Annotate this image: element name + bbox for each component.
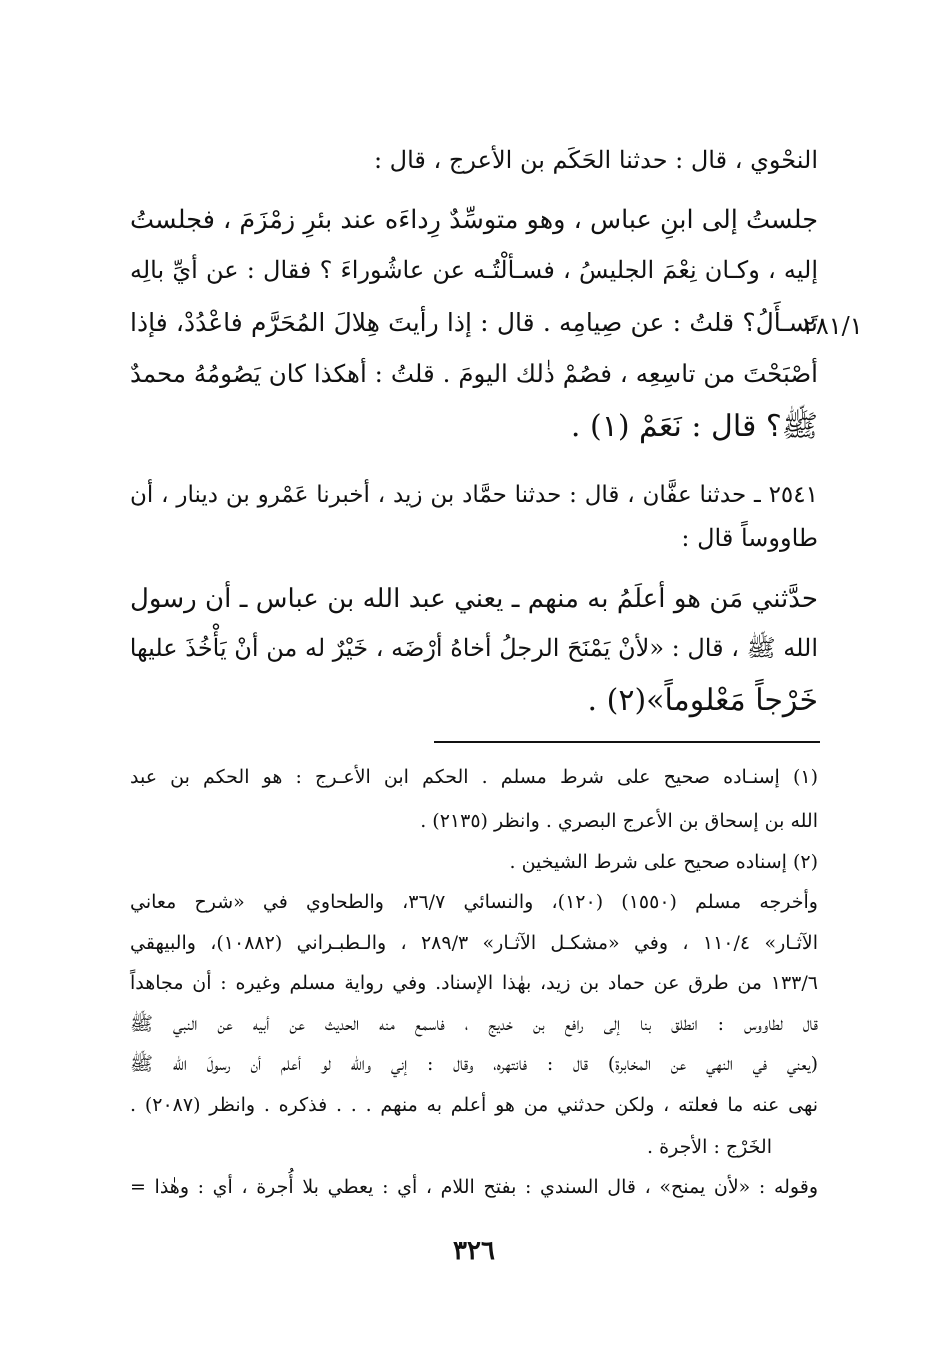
footnote-line-2: الله بن إسحاق بن الأعرج البصري . وانظر (٢١٣٥) . [420,810,818,832]
isnad-line-2: طاووساً قال : [681,524,818,552]
footnote-line-8: (يعني في النهي عن المخابرة) قال : فانتهره، وقال : إني والله لو أعلم أن رسولَ الله ﷺ [130,1053,818,1075]
hadith-b-line-1: حدَّثني مَن هو أعلَمُ به منهم ـ يعني عبد الله بن عباس ـ أن رسول [130,584,818,614]
margin-reference: ٢٨١/١ [803,312,863,340]
header-line: النحْوي ، قال : حدثنا الحَكَم بن الأعرج ، قال : [373,146,818,174]
isnad-line-1: ٢٥٤١ ـ حدثنا عفَّان ، قال : حدثنا حمَّاد بن زيد ، أخبرنا عَمْرو بن دينار ، أن [130,482,818,508]
footnote-line-3: (٢) إسناده صحيح على شرط الشيخين . [509,851,818,873]
footnote-line-11: وقوله : «لأن يمنح» ، قال السندي : بفتح اللام ، أي : يعطي بلا أُجرة ، أي : وهٰذا = [130,1176,818,1198]
hadith-b-line-2: الله ﷺ ، قال : «لأنْ يَمْنَحَ الرجلُ أخاهُ أرْضَه ، خَيْرٌ له من أنْ يَأْخُذَ عليها [129,634,818,662]
footnote-line-6: ١٣٣/٦ من طرق عن حماد بن زيد، بهٰذا الإسناد. وفي رواية مسلم وغيره : أن مجاهداً [130,972,818,994]
footnote-line-1: (١) إسنـاده صحيح على شرط مسلم . الحكم ابن الأعـرج : هو الحكم بن عبد [130,766,818,788]
footnote-separator [434,741,820,743]
footnote-line-10: الخَرْج : الأجرة . [647,1136,772,1158]
page-number: ٣٢٦ [453,1236,495,1266]
hadith-a-line-1: جلستُ إلى ابنِ عباس ، وهو متوسِّدٌ رِداءَه عند بئرِ زمْزَمَ ، فجلستُ [130,205,818,235]
hadith-a-line-5: ﷺ؟ قال : نَعَمْ (١) . [570,409,818,444]
hadith-b-line-3: خَرْجاً مَعْلوماً»(٢) . [587,683,818,718]
footnote-line-7: قال لطاووس : انطلق بنا إلى رافع بن خديج ، فاسمع منه الحديث عن أبيه عن النبي ﷺ [130,1013,818,1035]
footnote-line-9: نهى عنه ما فعلته ، ولكن حدثني من هو أعلم به منهم . . . فذكره . وانظر (٢٠٨٧) . [130,1094,818,1116]
footnote-line-4: وأخرجه مسلم (١٥٥٠) (١٢٠)، والنسائي ٣٦/٧، والطحاوي في «شرح معاني [130,891,818,913]
footnote-line-5: الآثـار» ١١٠/٤ ، وفي «مشكـل الآثـار» ٢٨٩/٣ ، والـطبـراني (١٠٨٨٢)، والبيهقي [130,932,819,954]
hadith-a-line-4: أصْبَحْتَ من تاسِعِه ، فصُمْ ذٰلك اليومَ . قلتُ : أهكذا كان يَصُومُهُ محمدٌ [130,359,818,388]
hadith-a-line-2: إليه ، وكـان نِعْمَ الجليسُ ، فسـألْتُـه عن عاشُوراءَ ؟ فقال : عن أيِّ بالِه [130,256,818,284]
hadith-a-line-3: تَسـأَلُ؟ قلتُ : عن صِيامِه . قال : إذا رأيتَ هِلالَ المُحَرَّم فاعْدُدْ، فإذا [130,308,818,337]
